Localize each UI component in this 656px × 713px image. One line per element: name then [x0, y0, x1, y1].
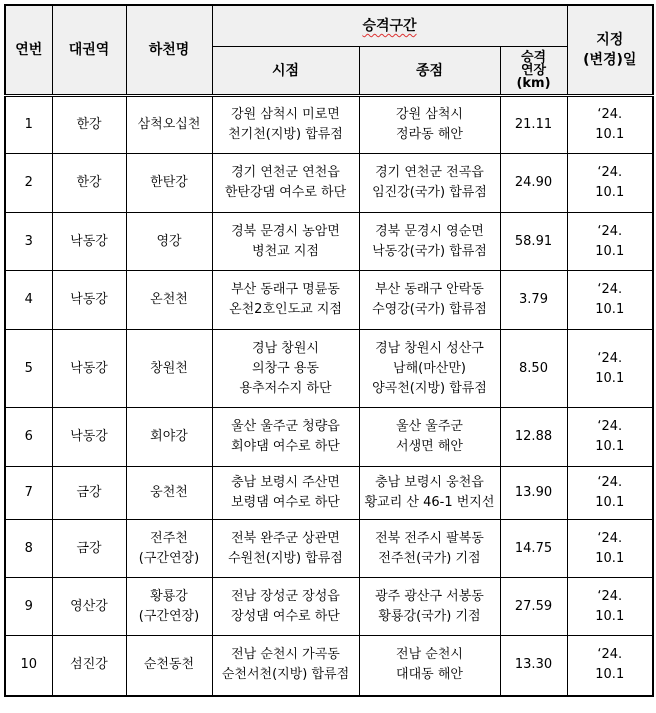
row-length: 13.90	[500, 467, 567, 520]
row-basin: 낙동강	[52, 330, 126, 408]
row-basin: 낙동강	[52, 408, 126, 467]
row-start: 충남 보령시 주산면 보령댐 여수로 하단	[212, 467, 359, 520]
row-start: 경남 창원시 의창구 용동 용추저수지 하단	[212, 330, 359, 408]
row-length: 13.30	[500, 636, 567, 696]
row-date: ‘24. 10.1	[567, 636, 653, 696]
header-end: 종점	[359, 47, 500, 96]
row-river: 창원천	[126, 330, 212, 408]
table-row	[5, 520, 653, 578]
row-start: 경기 연천군 연천읍 한탄강댐 여수로 하단	[212, 154, 359, 213]
row-basin: 낙동강	[52, 271, 126, 330]
row-basin: 영산강	[52, 578, 126, 636]
table-row	[5, 213, 653, 271]
row-length: 21.11	[500, 96, 567, 154]
table-body	[5, 96, 653, 696]
table-row	[5, 154, 653, 213]
row-river: 황룡강 (구간연장)	[126, 578, 212, 636]
row-length: 58.91	[500, 213, 567, 271]
table-row	[5, 636, 653, 696]
row-river: 웅천천	[126, 467, 212, 520]
row-length: 27.59	[500, 578, 567, 636]
table-row	[5, 467, 653, 520]
row-end: 부산 동래구 안락동 수영강(국가) 합류점	[359, 271, 500, 330]
row-basin: 한강	[52, 96, 126, 154]
row-date: ‘24. 10.1	[567, 154, 653, 213]
row-basin: 섬진강	[52, 636, 126, 696]
header-start: 시점	[212, 47, 359, 96]
river-promotion-table	[4, 4, 654, 697]
row-basin: 낙동강	[52, 213, 126, 271]
row-start: 전남 순천시 가곡동 순천서천(지방) 합류점	[212, 636, 359, 696]
row-date: ‘24. 10.1	[567, 467, 653, 520]
row-end: 경남 창원시 성산구 남해(마산만) 양곡천(지방) 합류점	[359, 330, 500, 408]
row-no: 7	[5, 467, 52, 520]
row-end: 전남 순천시 대대동 해안	[359, 636, 500, 696]
row-date: ‘24. 10.1	[567, 578, 653, 636]
row-river: 영강	[126, 213, 212, 271]
row-date: ‘24. 10.1	[567, 271, 653, 330]
row-end: 강원 삼척시 정라동 해안	[359, 96, 500, 154]
row-no: 6	[5, 408, 52, 467]
row-date: ‘24. 10.1	[567, 520, 653, 578]
row-end: 경북 문경시 영순면 낙동강(국가) 합류점	[359, 213, 500, 271]
row-length: 24.90	[500, 154, 567, 213]
header-river: 하천명	[126, 5, 212, 96]
header-no: 연번	[5, 5, 52, 96]
row-no: 4	[5, 271, 52, 330]
row-river: 회야강	[126, 408, 212, 467]
row-start: 울산 울주군 청량읍 회야댐 여수로 하단	[212, 408, 359, 467]
row-length: 8.50	[500, 330, 567, 408]
row-date: ‘24. 10.1	[567, 408, 653, 467]
header-basin: 대권역	[52, 5, 126, 96]
row-no: 1	[5, 96, 52, 154]
row-start: 부산 동래구 명륜동 온천2호인도교 지점	[212, 271, 359, 330]
header-length: 승격 연장 (km)	[500, 47, 567, 96]
row-no: 8	[5, 520, 52, 578]
table-row	[5, 408, 653, 467]
row-end: 전북 전주시 팔복동 전주천(국가) 기점	[359, 520, 500, 578]
row-river: 전주천 (구간연장)	[126, 520, 212, 578]
row-river: 온천천	[126, 271, 212, 330]
header-date: 지정 (변경)일	[567, 5, 653, 96]
row-no: 10	[5, 636, 52, 696]
row-end: 경기 연천군 전곡읍 임진강(국가) 합류점	[359, 154, 500, 213]
row-start: 강원 삼척시 미로면 천기천(지방) 합류점	[212, 96, 359, 154]
table-row	[5, 578, 653, 636]
row-river: 순천동천	[126, 636, 212, 696]
row-no: 9	[5, 578, 52, 636]
row-basin: 금강	[52, 467, 126, 520]
row-date: ‘24. 10.1	[567, 213, 653, 271]
row-start: 경북 문경시 농암면 병천교 지점	[212, 213, 359, 271]
row-no: 2	[5, 154, 52, 213]
row-end: 광주 광산구 서봉동 황룡강(국가) 기점	[359, 578, 500, 636]
row-length: 14.75	[500, 520, 567, 578]
row-river: 삼척오십천	[126, 96, 212, 154]
row-river: 한탄강	[126, 154, 212, 213]
table-row	[5, 96, 653, 154]
header-section: 승격구간	[212, 5, 567, 47]
row-date: ‘24. 10.1	[567, 96, 653, 154]
row-start: 전남 장성군 장성읍 장성댐 여수로 하단	[212, 578, 359, 636]
row-length: 3.79	[500, 271, 567, 330]
row-start: 전북 완주군 상관면 수원천(지방) 합류점	[212, 520, 359, 578]
row-basin: 한강	[52, 154, 126, 213]
row-no: 3	[5, 213, 52, 271]
table-row	[5, 271, 653, 330]
table-row	[5, 330, 653, 408]
row-no: 5	[5, 330, 52, 408]
row-end: 충남 보령시 웅천읍 황교리 산 46-1 번지선	[359, 467, 500, 520]
row-basin: 금강	[52, 520, 126, 578]
row-end: 울산 울주군 서생면 해안	[359, 408, 500, 467]
row-date: ‘24. 10.1	[567, 330, 653, 408]
row-length: 12.88	[500, 408, 567, 467]
